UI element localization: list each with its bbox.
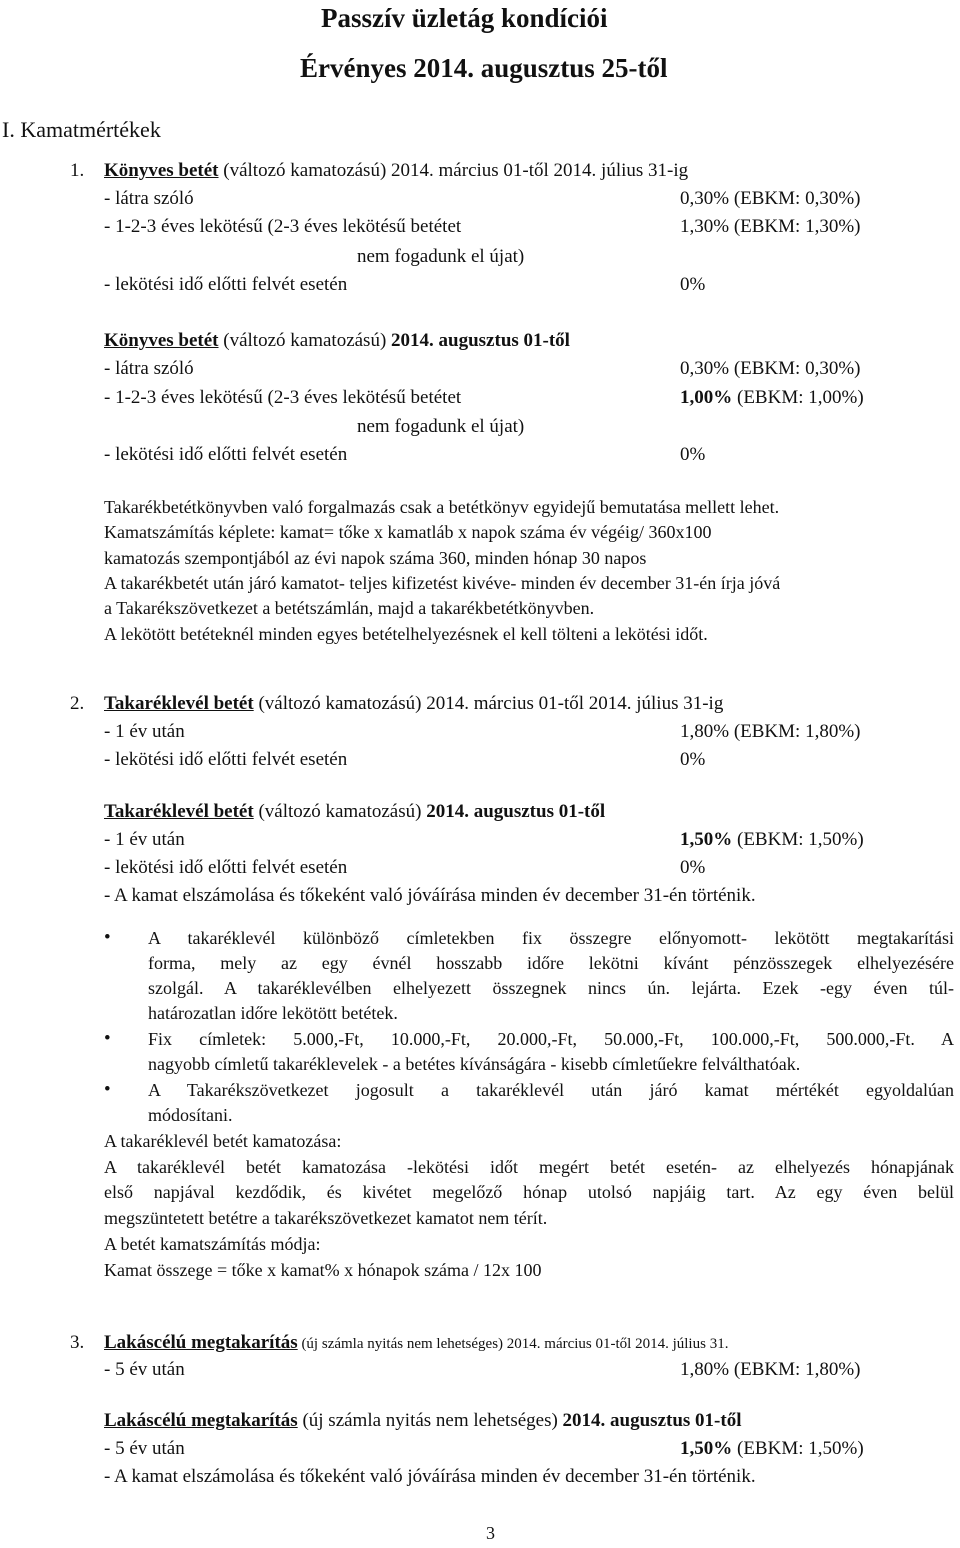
s1-r3-rate: 0%: [680, 274, 706, 295]
s2-bullet1-line: forma, mely az egy évnél hosszabb időre lekötni kívánt pénzösszegek elhelyezésére: [148, 953, 954, 973]
s1-r3-label: - lekötési idő előtti felvét esetén: [104, 274, 348, 295]
s2b-r1-rate-bold: 1,50%: [680, 829, 733, 850]
s2b-product-desc: (változó kamatozású): [253, 801, 427, 822]
s2-note: - A kamat elszámolása és tőkeként való jóváírása minden év december 31-én történik.: [104, 885, 756, 906]
s2-interest-line: első napjával kezdődik, és kivétet megelőző hónap utolsó napjáig tart. Az egy éven belül: [104, 1182, 954, 1202]
s1b-product-desc: (változó kamatozású): [218, 330, 392, 351]
bullet-icon: •: [104, 927, 111, 948]
s2b-r1-label: - 1 év után: [104, 829, 185, 850]
s2-calc-formula: Kamat összege = tőke x kamat% x hónapok száma / 12x 100: [104, 1260, 542, 1280]
s2-bullet3-line: módosítani.: [148, 1105, 233, 1125]
s1b-date: 2014. augusztus 01-től: [391, 330, 570, 351]
s2b-r2-label: - lekötési idő előtti felvét esetén: [104, 857, 348, 878]
s3b-r1-rate: [680, 1438, 864, 1460]
s2-heading: [104, 693, 723, 715]
s2-r1-rate: 1,80% (EBKM: 1,80%): [680, 721, 861, 742]
s3-product-desc: (új számla nyitás nem lehetséges) 2014. március 01-től 2014. július 31.: [297, 1336, 729, 1352]
s2-interest-line: A takaréklevél betét kamatozása -lekötési időt megért betét esetén- az elhelyezés hónapjának: [104, 1157, 954, 1177]
s2-product-name: Takaréklevél betét: [104, 693, 254, 714]
s2-number: 2.: [70, 693, 85, 714]
s1-r1-rate: 0,30% (EBKM: 0,30%): [680, 188, 861, 209]
s1-r2-label: - 1-2-3 éves lekötésű (2-3 éves lekötésű betétet: [104, 216, 462, 237]
s1-product-desc: (változó kamatozású) 2014. március 01-től 2014. július 31-ig: [218, 160, 689, 181]
s1b-r3-rate: 0%: [680, 444, 706, 465]
s3-r1-label: - 5 év után: [104, 1359, 185, 1380]
s3-r1-rate: 1,80% (EBKM: 1,80%): [680, 1359, 861, 1380]
s3-heading: [104, 1332, 728, 1355]
s1b-r2-rate-rest: (EBKM: 1,00%): [732, 387, 864, 408]
s1-paragraph: A takarékbetét után járó kamatot- teljes kifizetést kivéve- minden év december 31-én írja jóvá: [104, 573, 781, 593]
s3b-heading: [104, 1410, 741, 1432]
s3b-r1-label: - 5 év után: [104, 1438, 185, 1459]
section-heading: I. Kamatmértékek: [2, 117, 161, 142]
s3-product-name: Lakáscélú megtakarítás: [104, 1332, 298, 1353]
s2-bullet1-line: határozatlan időre lekötött betétek.: [148, 1003, 398, 1023]
s3-note: - A kamat elszámolása és tőkeként való jóváírása minden év december 31-én történik.: [104, 1466, 756, 1487]
s2b-r2-rate: 0%: [680, 857, 706, 878]
s1-r1-label: - látra szóló: [104, 188, 194, 209]
s2b-r1-rate: [680, 829, 864, 851]
s1-paragraph: a Takarékszövetkezet a betétszámlán, majd a takarékbetétkönyvben.: [104, 598, 595, 618]
s2-bullet2-line: nagyobb címletű takaréklevelek - a betétes kívánságára - kisebb címletűekre felválthatóak.: [148, 1054, 801, 1074]
s2b-r1-rate-rest: (EBKM: 1,50%): [732, 829, 864, 850]
s2-interest-line: megszüntetett betétre a takarékszövetkezet kamatot nem térít.: [104, 1208, 548, 1228]
s2-r2-label: - lekötési idő előtti felvét esetén: [104, 749, 348, 770]
s1-r2-cont: nem fogadunk el újat): [357, 246, 525, 267]
s2-bullet1-line: A takaréklevél különböző címletekben fix összegre előnyomott- lekötött megtakarítási: [148, 928, 954, 948]
s2-bullet1-line: szolgál. A takaréklevélben elhelyezett összegnek nincs ún. lejárta. Ezek -egy éven túl-: [148, 978, 954, 998]
s2-bullet2-line: Fix címletek: 5.000,-Ft, 10.000,-Ft, 20.000,-Ft, 50.000,-Ft, 100.000,-Ft, 500.000,-Ft. A: [148, 1029, 954, 1049]
s1b-r2-label: - 1-2-3 éves lekötésű (2-3 éves lekötésű betétet: [104, 387, 462, 408]
s2-calc-heading: A betét kamatszámítás módja:: [104, 1234, 321, 1254]
s2-r1-label: - 1 év után: [104, 721, 185, 742]
s1b-product-name: Könyves betét: [104, 330, 219, 351]
s1-paragraph: Takarékbetétkönyvben való forgalmazás csak a betétkönyv egyidejű bemutatása mellett lehet.: [104, 497, 780, 517]
s1b-r2-rate-bold: 1,00%: [680, 387, 733, 408]
s2-product-desc: (változó kamatozású) 2014. március 01-től 2014. július 31-ig: [253, 693, 724, 714]
page-title: Passzív üzletág kondíciói: [321, 3, 608, 33]
valid-from: Érvényes 2014. augusztus 25-től: [300, 53, 668, 83]
s1-paragraph: Kamatszámítás képlete: kamat= tőke x kamatláb x napok száma év végéig/ 360x100: [104, 522, 712, 542]
s2b-date: 2014. augusztus 01-től: [426, 801, 606, 822]
s3-number: 3.: [70, 1332, 85, 1353]
s1-r2-rate: 1,30% (EBKM: 1,30%): [680, 216, 861, 237]
s2b-heading: [104, 801, 605, 823]
s1-number: 1.: [70, 160, 85, 181]
s2-interest-heading: A takaréklevél betét kamatozása:: [104, 1131, 342, 1151]
s1b-r3-label: - lekötési idő előtti felvét esetén: [104, 444, 348, 465]
s1b-heading: [104, 330, 570, 352]
s3b-product-desc: (új számla nyitás nem lehetséges): [297, 1410, 563, 1431]
s1b-r1-label: - látra szóló: [104, 358, 194, 379]
page-number: 3: [486, 1523, 495, 1543]
s3b-product-name: Lakáscélú megtakarítás: [104, 1410, 298, 1431]
s1b-r1-rate: 0,30% (EBKM: 0,30%): [680, 358, 861, 379]
s3b-r1-rate-bold: 1,50%: [680, 1438, 733, 1459]
s1b-r2-cont: nem fogadunk el újat): [357, 416, 525, 437]
s2b-product-name: Takaréklevél betét: [104, 801, 254, 822]
s2-r2-rate: 0%: [680, 749, 706, 770]
s1b-r2-rate: [680, 387, 864, 409]
s1-paragraph: A lekötött betéteknél minden egyes betételhelyezésnek el kell tölteni a lekötési időt.: [104, 624, 708, 644]
s1-paragraph: kamatozás szempontjából az évi napok száma 360, minden hónap 30 napos: [104, 548, 647, 568]
bullet-icon: •: [104, 1028, 111, 1049]
bullet-icon: •: [104, 1079, 111, 1100]
s1-product-name: Könyves betét: [104, 160, 219, 181]
s3b-date: 2014. augusztus 01-től: [562, 1410, 742, 1431]
s2-bullet3-line: A Takarékszövetkezet jogosult a takaréklevél után járó kamat mértékét egyoldalúan: [148, 1080, 954, 1100]
s3b-r1-rate-rest: (EBKM: 1,50%): [732, 1438, 864, 1459]
s1-heading: [104, 160, 688, 182]
